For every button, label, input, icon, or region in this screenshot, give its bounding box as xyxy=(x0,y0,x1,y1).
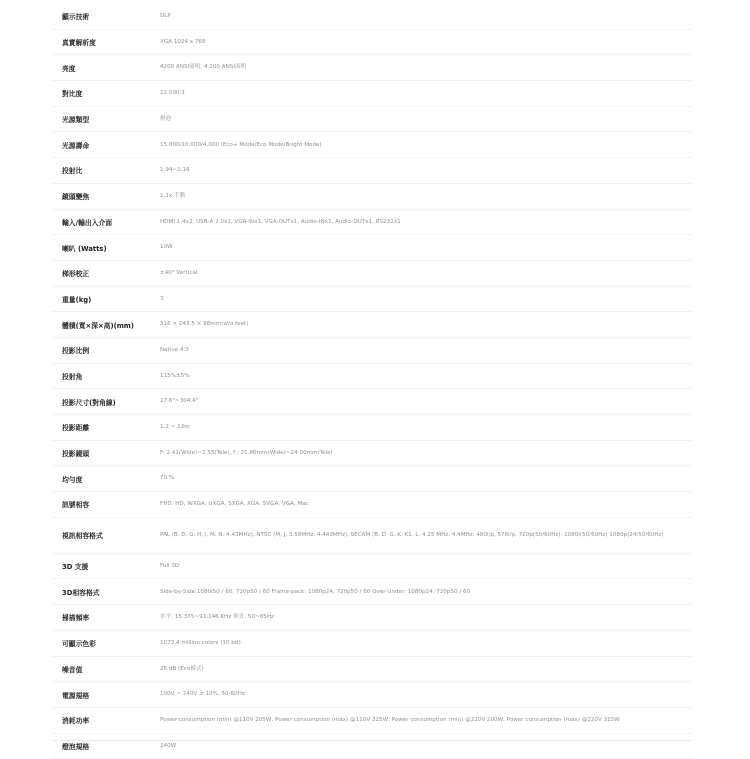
spec-value: XGA 1024 x 768 xyxy=(160,38,206,45)
spec-label: 投影尺寸(對角線) xyxy=(62,398,116,407)
spec-value: 1.2 ~ 12m xyxy=(160,424,190,431)
spec-row xyxy=(52,466,692,492)
spec-row xyxy=(52,184,692,210)
spec-value: Native 4:3 xyxy=(160,347,189,354)
spec-value: 水平: 15.375~91.146 KHz 垂直: 50~85Hz xyxy=(160,614,274,621)
spec-row xyxy=(52,235,692,261)
spec-value: DLP xyxy=(160,13,171,20)
spec-label: 喇叭 (Watts) xyxy=(62,244,107,253)
spec-label: 訊號相容 xyxy=(62,501,90,510)
spec-row xyxy=(52,682,692,708)
spec-row xyxy=(52,338,692,364)
spec-row xyxy=(52,312,692,338)
spec-value: 4200 ANSI流明, 4,200 ANSI流明 xyxy=(160,64,247,71)
spec-row xyxy=(52,389,692,415)
spec-row xyxy=(52,631,692,657)
spec-label: 亮度 xyxy=(62,64,76,73)
spec-value: FHD, HD, WXGA, UXGA, SXGA, XGA, SVGA, VGA, Mac xyxy=(160,501,309,508)
spec-label: 投射比 xyxy=(62,167,83,176)
spec-value: 240W xyxy=(160,742,177,749)
spec-value: Power consumption (min) @110V 205W, Power consumption (max) @110V 325W, Power consumption (min) @220V 200W, Power consumption (max) @220V 315W xyxy=(160,716,620,723)
spec-row xyxy=(52,55,692,81)
spec-row xyxy=(52,579,692,605)
spec-label: 3D 支援 xyxy=(62,563,89,572)
spec-value: 316 × 243.5 × 98mm(w/o feet) xyxy=(160,321,249,328)
spec-row xyxy=(52,4,692,30)
spec-label: 視訊相容格式 xyxy=(62,532,103,541)
spec-value: 燈泡 xyxy=(160,115,172,122)
spec-value: HDMI 1.4x2, USB-A 2.0x1, VGA-INx1, VGA-OUTx1, Audio-INx1, Audio-OUTx1, RS232x1 xyxy=(160,218,401,225)
spec-value: Side-by-Side:1080i50 / 60, 720p50 / 60 Frame-pack: 1080p24, 720p50 / 60 Over-Under: 1080p24, 720p50 / 60 xyxy=(160,588,471,595)
spec-value: PAL (B, D, G, H, I, M, N, 4.43MHz), NTSC (M, J, 3.58MHz, 4.443MHz), SECAM (B, D, G, K, K1, L, 4.25 MHz, 4.4MHz, 480i/p, 576i/p, 720p(50/60Hz), 1080i(50/60Hz) 1080p(24/50/60Hz) xyxy=(160,532,664,538)
spec-label: 梯形校正 xyxy=(62,270,90,279)
spec-value: Full 3D xyxy=(160,562,180,569)
spec-label: 電源規格 xyxy=(62,691,90,700)
spec-label: 輸入/輸出入介面 xyxy=(62,218,113,227)
spec-label: 重量(kg) xyxy=(62,295,92,304)
spec-label: 投影距離 xyxy=(62,424,90,433)
spec-value: 100V ~ 240V ± 10%, 50-60Hz xyxy=(160,691,245,698)
spec-row xyxy=(52,30,692,56)
spec-label: 體積(寬×深×高)(mm) xyxy=(62,321,134,330)
spec-row xyxy=(52,210,692,236)
spec-label: 均勻度 xyxy=(62,475,83,484)
spec-label: 燈泡規格 xyxy=(62,742,90,751)
spec-label: 光源壽命 xyxy=(62,141,90,150)
spec-label: 噪音值 xyxy=(62,665,83,674)
spec-value: 25 dB (Eco模式) xyxy=(160,665,204,672)
spec-row xyxy=(52,554,692,580)
spec-value: 10W xyxy=(160,244,173,251)
spec-value: 22,000:1 xyxy=(160,90,186,97)
spec-row xyxy=(52,287,692,313)
spec-row xyxy=(52,261,692,287)
bottom-divider xyxy=(52,740,692,741)
spec-row xyxy=(52,132,692,158)
spec-label: 投射角 xyxy=(62,372,83,381)
spec-value: 115%±5% xyxy=(160,372,190,379)
spec-row xyxy=(52,708,692,734)
spec-label: 掃描頻率 xyxy=(62,614,90,623)
spec-label: 投影比例 xyxy=(62,347,90,356)
spec-label: 3D相容格式 xyxy=(62,588,100,597)
spec-row xyxy=(52,441,692,467)
spec-value: 70 % xyxy=(160,475,175,482)
spec-label: 消耗功率 xyxy=(62,717,90,726)
spec-row xyxy=(52,605,692,631)
spec-row xyxy=(52,657,692,683)
spec-value: ±40° Vertical xyxy=(160,269,198,276)
spec-table xyxy=(52,4,692,759)
spec-row xyxy=(52,158,692,184)
spec-row xyxy=(52,415,692,441)
spec-value: F: 2.41(Wide)~2.53(Tele), f : 21.86mm(Wide)~24.00mm(Tele) xyxy=(160,449,333,456)
spec-value: 15,000/10,000/4,000 (Eco+ Mode/Eco Mode/Bright Mode) xyxy=(160,141,322,148)
spec-row xyxy=(52,81,692,107)
spec-label: 對比度 xyxy=(62,90,83,99)
spec-row xyxy=(52,492,692,518)
spec-label: 光源類型 xyxy=(62,116,90,125)
spec-value: 1.1x 手動 xyxy=(160,192,186,199)
spec-value: 1.94~2.16 xyxy=(160,167,190,174)
spec-label: 可顯示色彩 xyxy=(62,640,96,649)
spec-label: 真實解析度 xyxy=(62,39,96,48)
spec-value: 27.6"~304.4" xyxy=(160,398,199,405)
spec-row xyxy=(52,734,692,759)
spec-row xyxy=(52,518,692,554)
spec-label: 投影鏡頭 xyxy=(62,450,90,459)
spec-row xyxy=(52,364,692,390)
spec-label: 顯示技術 xyxy=(62,13,90,22)
spec-value: 3 xyxy=(160,295,164,302)
spec-row xyxy=(52,107,692,133)
spec-label: 鏡頭變焦 xyxy=(62,193,90,202)
spec-value: 1073.4 million colors (10 bit) xyxy=(160,639,241,646)
